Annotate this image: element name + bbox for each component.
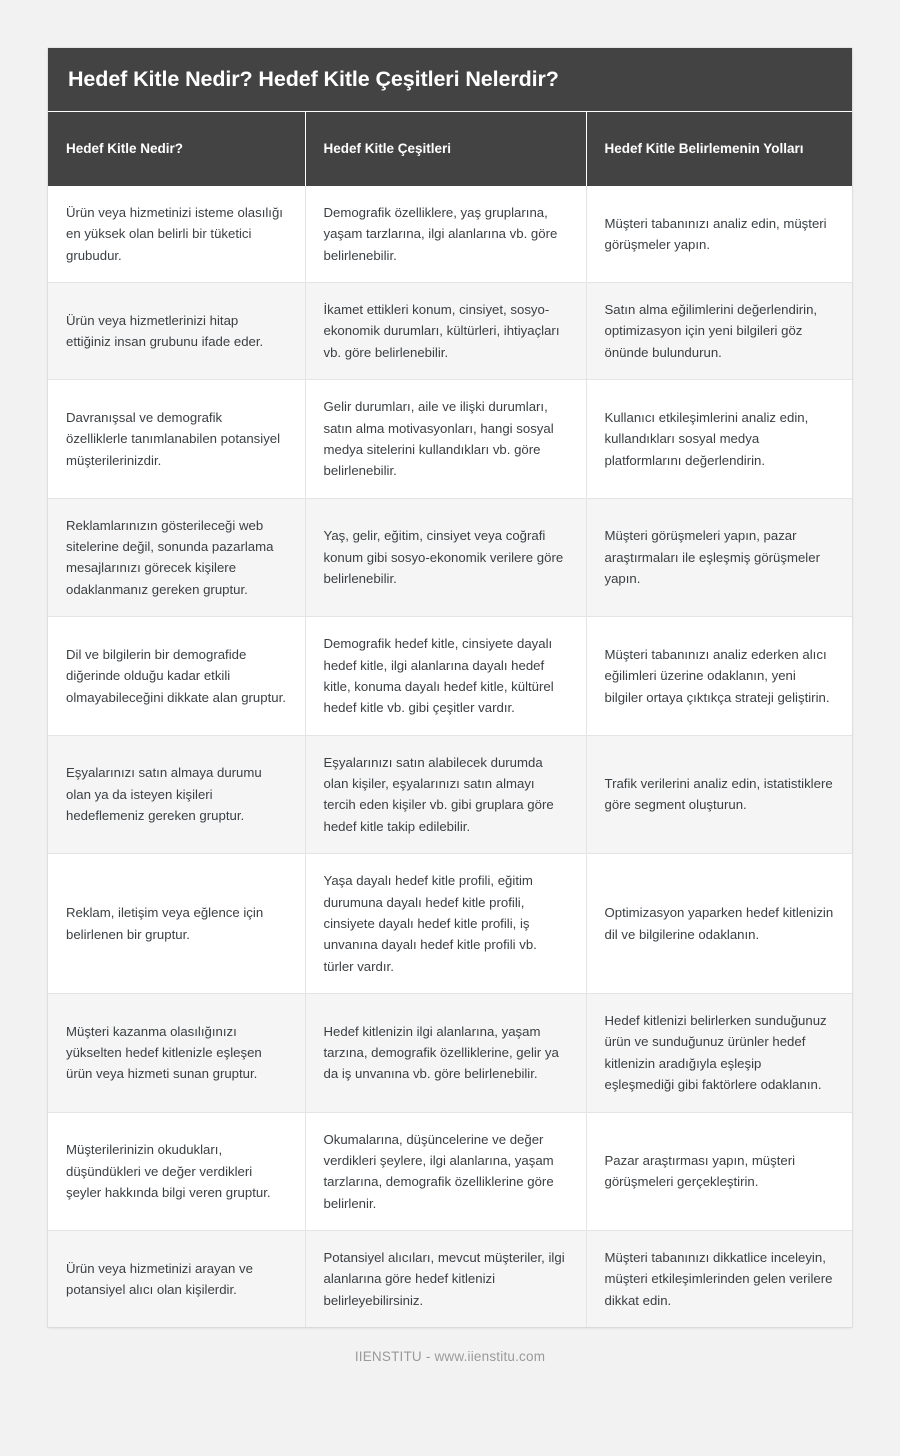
table-row: [48, 1112, 852, 1231]
column-header-hedef-kitle-belirlemenin-yollari: Hedef Kitle Belirlemenin Yolları: [586, 112, 852, 186]
info-table-card: [48, 48, 852, 1327]
cell-type: Hedef kitlenizin ilgi alanlarına, yaşam tarzına, demografik özelliklerine, gelir ya da iş unvanına vb. göre belirlenebilir.: [305, 994, 586, 1113]
table-row: [48, 854, 852, 994]
cell-definition: Dil ve bilgilerin bir demografide diğerinde olduğu kadar etkili olmayabileceğini dikkate alan gruptur.: [48, 617, 305, 736]
table-body: [48, 186, 852, 1327]
cell-definition: Ürün veya hizmetinizi isteme olasılığı en yüksek olan belirli bir tüketici grubudur.: [48, 186, 305, 283]
table-row: [48, 498, 852, 617]
cell-type: Okumalarına, düşüncelerine ve değer verdikleri şeylere, ilgi alanlarına, yaşam tarzlarına, demografik özelliklerine göre belirlenir.: [305, 1112, 586, 1231]
column-header-hedef-kitle-cesitleri: Hedef Kitle Çeşitleri: [305, 112, 586, 186]
cell-method: Kullanıcı etkileşimlerini analiz edin, kullandıkları sosyal medya platformlarını değerlendirin.: [586, 380, 852, 499]
cell-method: Müşteri tabanınızı analiz ederken alıcı eğilimleri üzerine odaklanın, yeni bilgiler ortaya çıktıkça strateji geliştirin.: [586, 617, 852, 736]
cell-method: Müşteri tabanınızı dikkatlice inceleyin, müşteri etkileşimlerinden gelen verilere dikkat edin.: [586, 1231, 852, 1328]
cell-definition: Davranışsal ve demografik özelliklerle tanımlanabilen potansiyel müşterilerinizdir.: [48, 380, 305, 499]
table-header-row: [48, 112, 852, 186]
cell-type: İkamet ettikleri konum, cinsiyet, sosyo-ekonomik durumları, kültürleri, ihtiyaçları vb. göre belirlenebilir.: [305, 283, 586, 380]
table-row: [48, 186, 852, 283]
table-row: [48, 735, 852, 854]
column-header-hedef-kitle-nedir: Hedef Kitle Nedir?: [48, 112, 305, 186]
cell-method: Trafik verilerini analiz edin, istatistiklere göre segment oluşturun.: [586, 735, 852, 854]
cell-method: Optimizasyon yaparken hedef kitlenizin dil ve bilgilerine odaklanın.: [586, 854, 852, 994]
cell-definition: Reklamlarınızın gösterileceği web sitelerine değil, sonunda pazarlama mesajlarınızı görecek kişilere odaklanmanız gereken gruptur.: [48, 498, 305, 617]
cell-method: Müşteri görüşmeleri yapın, pazar araştırmaları ile eşleşmiş görüşmeler yapın.: [586, 498, 852, 617]
cell-definition: Müşteri kazanma olasılığınızı yükselten hedef kitlenizle eşleşen ürün veya hizmeti sunan gruptur.: [48, 994, 305, 1113]
table-row: [48, 283, 852, 380]
title-bar: [48, 48, 852, 112]
cell-type: Yaş, gelir, eğitim, cinsiyet veya coğrafi konum gibi sosyo-ekonomik verilere göre belirlenebilir.: [305, 498, 586, 617]
cell-definition: Müşterilerinizin okudukları, düşündükleri ve değer verdikleri şeyler hakkında bilgi veren gruptur.: [48, 1112, 305, 1231]
table-head: [48, 112, 852, 186]
cell-type: Gelir durumları, aile ve ilişki durumları, satın alma motivasyonları, hangi sosyal medya sitelerini kullandıkları vb. göre belirlenebilir.: [305, 380, 586, 499]
cell-definition: Reklam, iletişim veya eğlence için belirlenen bir gruptur.: [48, 854, 305, 994]
cell-type: Eşyalarınızı satın alabilecek durumda olan kişiler, eşyalarınızı satın almayı tercih eden kişiler vb. gibi gruplara göre hedef kitle takip edilebilir.: [305, 735, 586, 854]
table-row: [48, 1231, 852, 1328]
cell-definition: Ürün veya hizmetlerinizi hitap ettiğiniz insan grubunu ifade eder.: [48, 283, 305, 380]
footer-attribution: IIENSTITU - www.iienstitu.com: [354, 1349, 546, 1365]
page-title: Hedef Kitle Nedir? Hedef Kitle Çeşitleri Nelerdir?: [68, 67, 559, 91]
table-row: [48, 617, 852, 736]
cell-method: Müşteri tabanınızı analiz edin, müşteri görüşmeler yapın.: [586, 186, 852, 283]
cell-type: Potansiyel alıcıları, mevcut müşteriler, ilgi alanlarına göre hedef kitlenizi belirleyebilirsiniz.: [305, 1231, 586, 1328]
cell-definition: Eşyalarınızı satın almaya durumu olan ya da isteyen kişileri hedeflemeniz gereken gruptur.: [48, 735, 305, 854]
cell-type: Yaşa dayalı hedef kitle profili, eğitim durumuna dayalı hedef kitle profili, cinsiyete dayalı hedef kitle profili, iş unvanına dayalı hedef kitle profili vb. türler vardır.: [305, 854, 586, 994]
cell-definition: Ürün veya hizmetinizi arayan ve potansiyel alıcı olan kişilerdir.: [48, 1231, 305, 1328]
table-row: [48, 380, 852, 499]
table-row: [48, 994, 852, 1113]
cell-type: Demografik hedef kitle, cinsiyete dayalı hedef kitle, ilgi alanlarına dayalı hedef kitle, konuma dayalı hedef kitle, kültürel hedef kitle vb. gibi çeşitler vardır.: [305, 617, 586, 736]
cell-method: Satın alma eğilimlerini değerlendirin, optimizasyon için yeni bilgileri göz önünde bulundurun.: [586, 283, 852, 380]
cell-method: Pazar araştırması yapın, müşteri görüşmeleri gerçekleştirin.: [586, 1112, 852, 1231]
hedef-kitle-table: [48, 112, 852, 1327]
cell-type: Demografik özelliklere, yaş gruplarına, yaşam tarzlarına, ilgi alanlarına vb. göre belirlenebilir.: [305, 186, 586, 283]
cell-method: Hedef kitlenizi belirlerken sunduğunuz ürün ve sunduğunuz ürünler hedef kitlenizin aradığıyla eşleşip eşleşmediği gibi faktörlere odaklanın.: [586, 994, 852, 1113]
